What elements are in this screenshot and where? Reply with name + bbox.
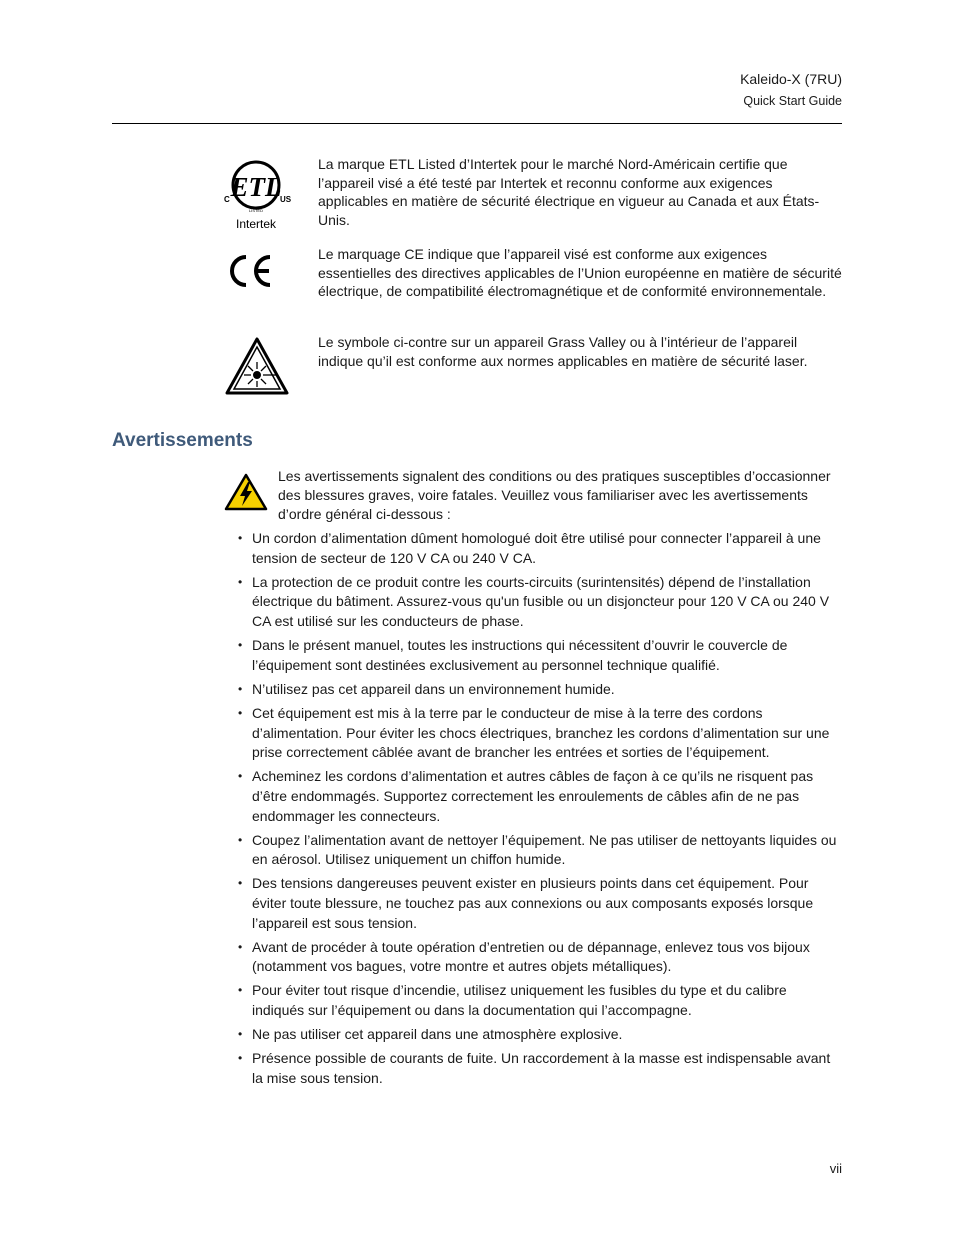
header-guide-title: Quick Start Guide	[743, 94, 842, 108]
svg-text:LISTED: LISTED	[248, 208, 264, 213]
svg-text:Intertek: Intertek	[235, 217, 277, 231]
svg-text:C: C	[224, 195, 230, 204]
list-item: • Ne pas utiliser cet appareil dans une atmosphère explosive.	[236, 1025, 842, 1045]
list-item: • Un cordon d’alimentation dûment homologué doit être utilisé pour connecter l’appareil à une tension de secteur de 120 V CA ou 240 V CA.	[236, 529, 842, 568]
section-title-warnings: Avertissements	[112, 430, 253, 451]
etl-mark-description: La marque ETL Listed d’Intertek pour le marché Nord-Américain certifie que l’appareil visé a été testé par Intertek et reconnu conforme aux exigences applicables en matière de sécurité électrique en vigueur au Canada et aux États-Unis.	[318, 156, 820, 228]
list-item: • Avant de procéder à toute opération d’entretien ou de dépannage, enlevez tous vos bijoux (notamment vos bagues, votre montre et autres objets métalliques).	[236, 938, 842, 977]
running-header	[740, 70, 842, 110]
list-item: • Présence possible de courants de fuite. Un raccordement à la masse est indispensable avant la mise sous tension.	[236, 1049, 842, 1088]
svg-text:ETL: ETL	[230, 172, 282, 202]
warnings-intro: Les avertissements signalent des conditions ou des pratiques susceptibles d’occasionner des blessures graves, voire fatales. Veuillez vous familiariser avec les avertissements d’ordre général ci-dessous :	[278, 468, 831, 522]
laser-warning-icon	[224, 336, 290, 401]
laser-mark-description: Le symbole ci-contre sur un appareil Grass Valley ou à l’intérieur de l’appareil indique qu’il est conforme aux normes applicables en matière de sécurité laser.	[318, 334, 808, 369]
svg-text:US: US	[280, 195, 292, 204]
high-voltage-warning-icon	[224, 473, 268, 516]
list-item: • Cet équipement est mis à la terre par le conducteur de mise à la terre des cordons d’alimentation. Pour éviter les chocs électriques, branchez les cordons d’alimentation sur une prise correctement câblée avant de brancher les entrées et sorties de l’équipement.	[236, 704, 842, 763]
ce-mark-description: Le marquage CE indique que l’appareil visé est conforme aux exigences essentielles des directives applicables de l’Union européenne en matière de sécurité électrique, de compatibilité électromagnétique et de conformité environnementale.	[318, 246, 842, 299]
warnings-list	[236, 529, 842, 1093]
header-product: Kaleido-X (7RU)	[740, 71, 842, 87]
etl-listed-intertek-icon	[218, 155, 298, 240]
page-number: vii	[829, 1161, 842, 1176]
list-item: • La protection de ce produit contre les courts-circuits (surintensités) dépend de l’installation électrique du bâtiment. Assurez-vous qu'un fusible ou un disjoncteur pour 120 V CA ou 240 V CA est utilisé sur les conducteurs de phase.	[236, 573, 842, 632]
list-item: • Acheminez les cordons d’alimentation et autres câbles de façon à ce qu’ils ne risquent pas d’être endommagés. Supportez correctement les enroulements de câbles afin de ne pas endommager les connecteurs.	[236, 767, 842, 826]
ce-mark-icon	[226, 253, 276, 294]
list-item: • N’utilisez pas cet appareil dans un environnement humide.	[236, 680, 842, 700]
list-item: • Des tensions dangereuses peuvent exister en plusieurs points dans cet équipement. Pour éviter toute blessure, ne touchez pas aux connexions ou aux composants exposés lorsque l’appareil est sous tension.	[236, 874, 842, 933]
list-item: • Coupez l’alimentation avant de nettoyer l’équipement. Ne pas utiliser de nettoyants liquides ou en aérosol. Utilisez uniquement un chiffon humide.	[236, 831, 842, 870]
header-rule	[112, 123, 842, 124]
list-item: • Dans le présent manuel, toutes les instructions qui nécessitent d’ouvrir le couvercle de l’équipement sont destinées exclusivement au personnel technique qualifié.	[236, 636, 842, 675]
list-item: • Pour éviter tout risque d’incendie, utilisez uniquement les fusibles du type et du calibre indiqués sur l’équipement ou dans la documentation qui l’accompagne.	[236, 981, 842, 1020]
